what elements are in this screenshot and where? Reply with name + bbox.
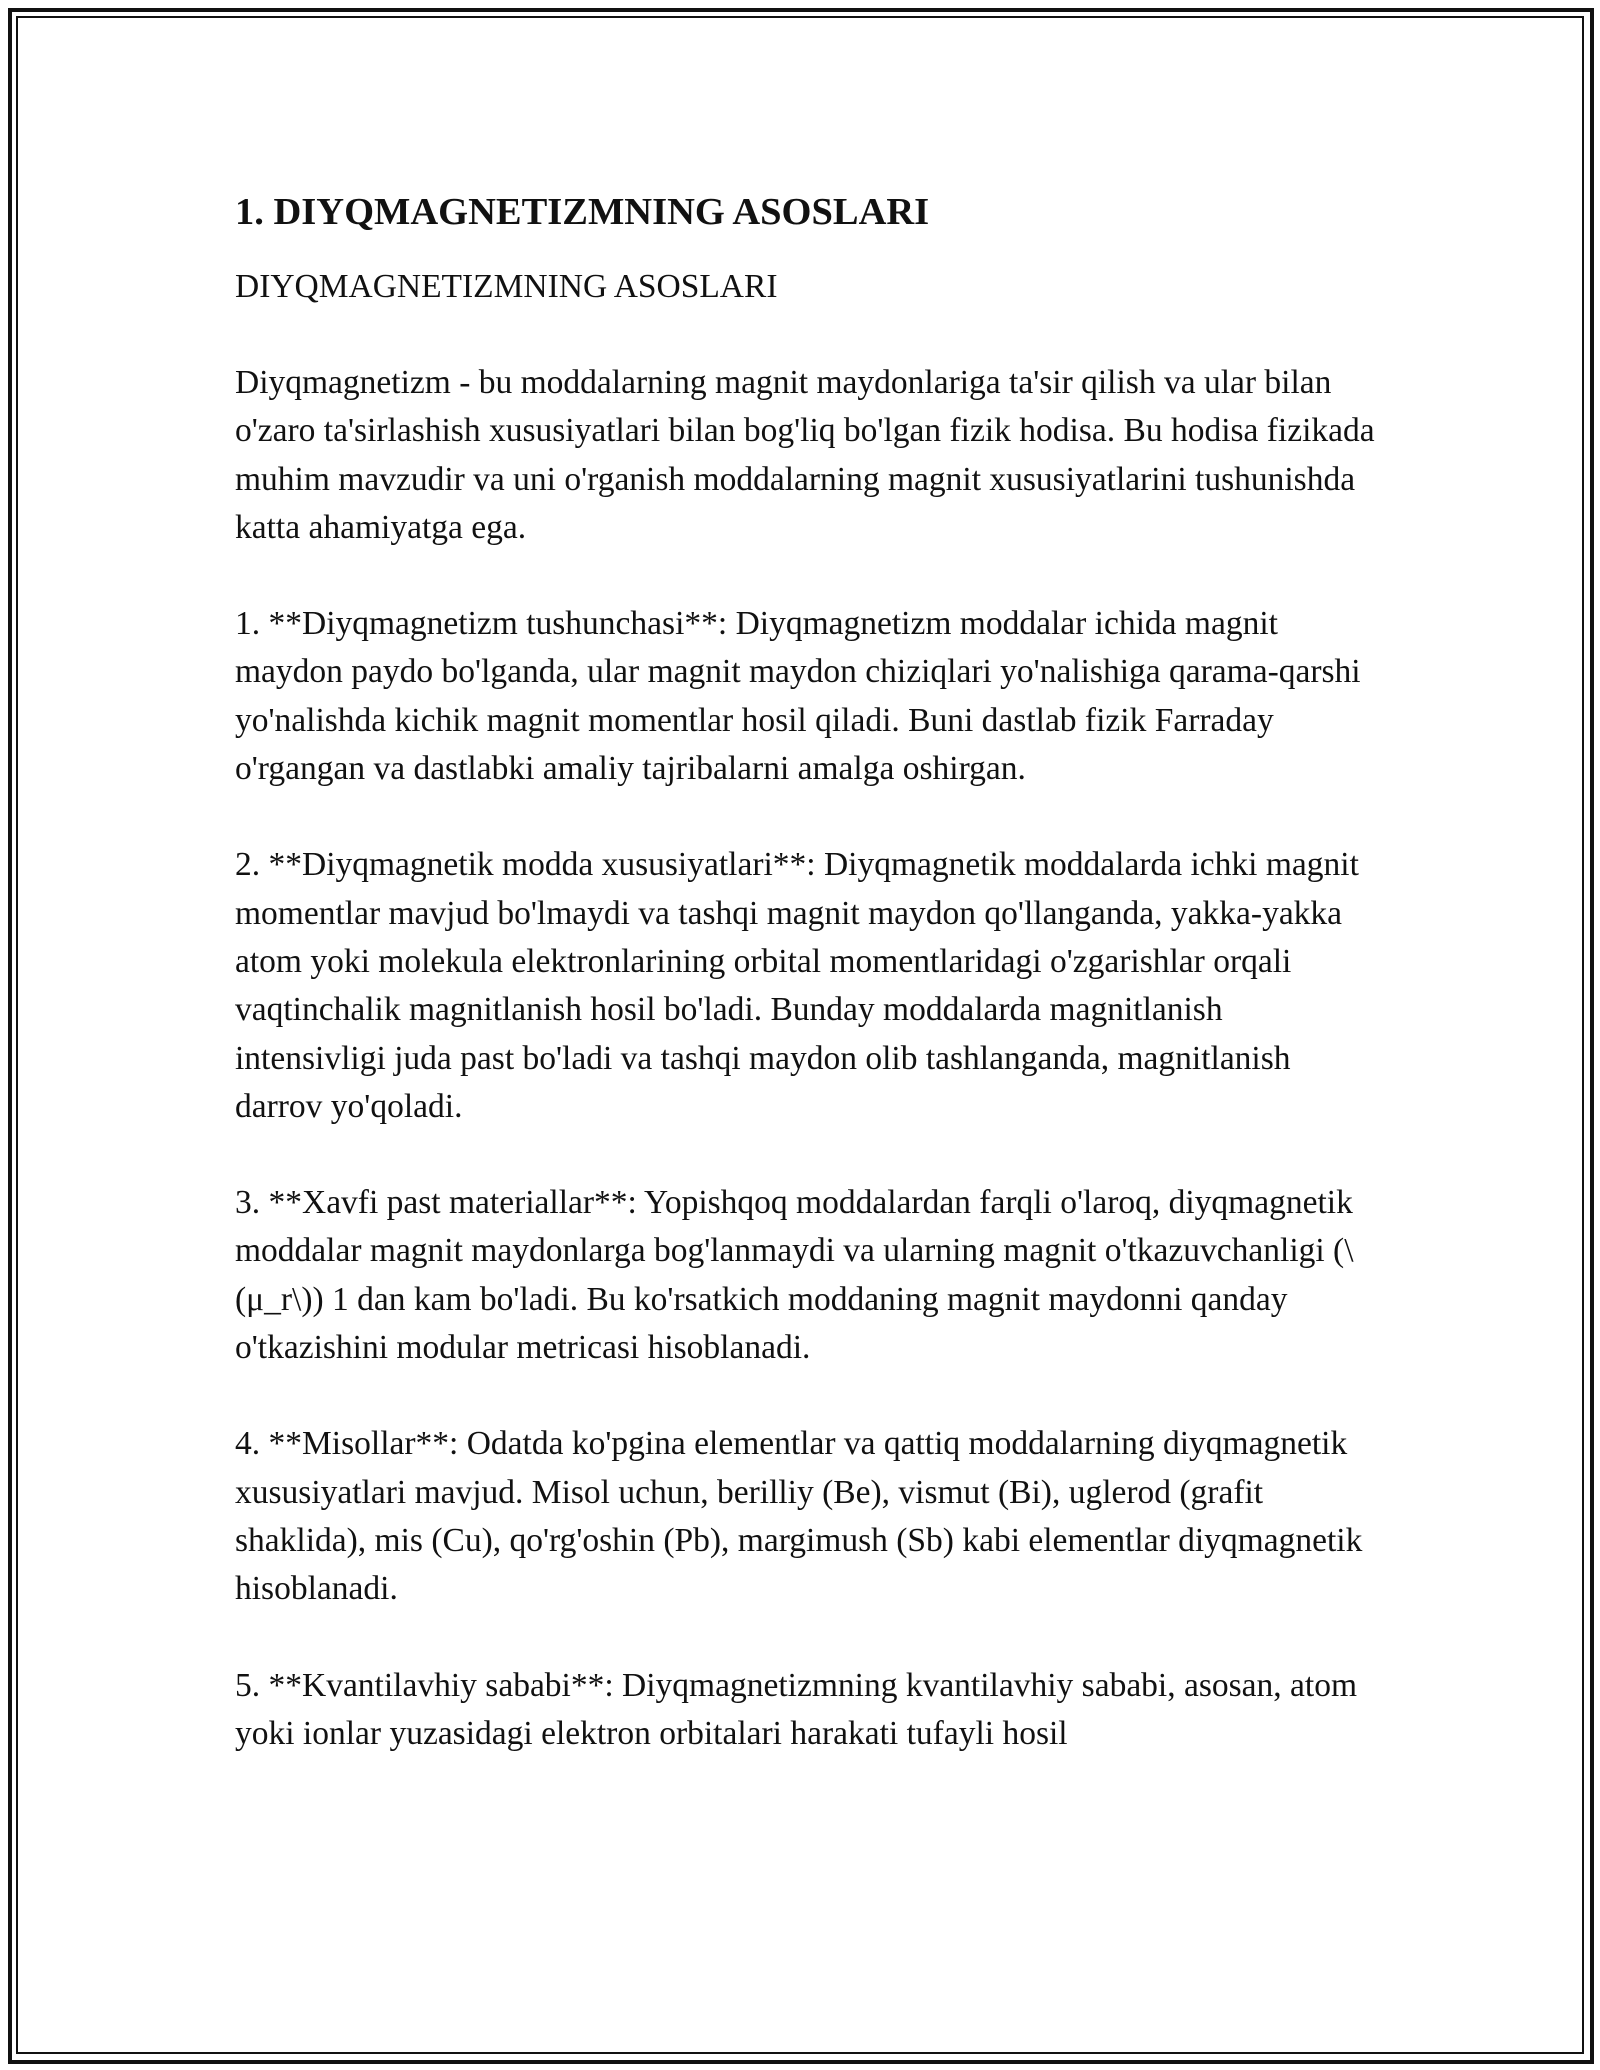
document-subheading: DIYQMAGNETIZMNING ASOSLARI bbox=[235, 268, 778, 305]
paragraph-4: 4. **Misollar**: Odatda ko'pgina elementlar va qattiq moddalarning diyqmagnetik xususiyatlari mavjud. Misol uchun, berilliy (Be), vismut (Bi), uglerod (grafit shaklida), mis (Cu), qo'rg'oshin (Pb), margimush (Sb) kabi elementlar diyqmagnetik hisoblanadi. bbox=[235, 1425, 1363, 1608]
document-heading: 1. DIYQMAGNETIZMNING ASOSLARI bbox=[235, 191, 930, 233]
paragraph-3: 3. **Xavfi past materiallar**: Yopishqoq moddalardan farqli o'laroq, diyqmagnetik moddalar magnit maydonlarga bog'lanmaydi va ularning magnit o'tkazuvchanligi (\(μ_r\)) 1 dan kam bo'ladi. Bu ko'rsatkich moddaning magnit maydonni qanday o'tkazishini modular metricasi hisoblanadi. bbox=[235, 1184, 1354, 1367]
paragraph-5: 5. **Kvantilavhiy sababi**: Diyqmagnetizmning kvantilavhiy sababi, asosan, atom yoki ionlar yuzasidagi elektron orbitalari harakati tufayli hosil bbox=[235, 1666, 1358, 1752]
intro-paragraph: Diyqmagnetizm - bu moddalarning magnit maydonlariga ta'sir qilish va ular bilan o'zaro ta'sirlashish xususiyatlari bilan bog'liq bo'lgan fizik hodisa. Bu hodisa fizikada muhim mavzudir va uni o'rganish moddalarning magnit xususiyatlarini tushunishda katta ahamiyatga ega. bbox=[235, 364, 1375, 546]
document-page bbox=[235, 186, 1375, 1758]
paragraph-1: 1. **Diyqmagnetizm tushunchasi**: Diyqmagnetizm moddalar ichida magnit maydon paydo bo'lganda, ular magnit maydon chiziqlari yo'nalishiga qarama-qarshi yo'nalishda kichik magnit momentlar hosil qiladi. Buni dastlab fizik Farraday o'rgangan va dastlabki amaliy tajribalarni amalga oshirgan. bbox=[235, 605, 1361, 788]
paragraph-2: 2. **Diyqmagnetik modda xususiyatlari**: Diyqmagnetik moddalarda ichki magnit momentlar mavjud bo'lmaydi va tashqi magnit maydon qo'llanganda, yakka-yakka atom yoki molekula elektronlarining orbital momentlaridagi o'zgarishlar orqali vaqtinchalik magnitlanish hosil bo'ladi. Bunday moddalarda magnitlanish intensivligi juda past bo'ladi va tashqi maydon olib tashlanganda, magnitlanish darrov yo'qoladi. bbox=[235, 846, 1359, 1125]
